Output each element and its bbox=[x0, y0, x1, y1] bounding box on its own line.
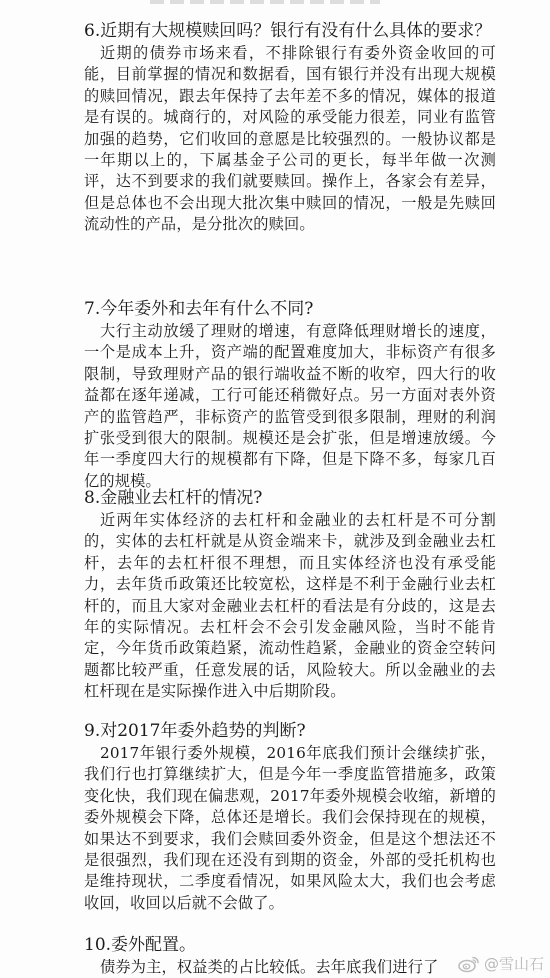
watermark-text: @雪山石 bbox=[483, 955, 544, 973]
section-10-heading: 10.委外配置。 bbox=[84, 935, 197, 955]
section-7 bbox=[84, 298, 496, 492]
weibo-icon bbox=[458, 955, 480, 973]
section-10-paragraph: 债券为主，权益类的占比较低。去年底我们进行了 bbox=[99, 958, 439, 976]
cropped-previous-line bbox=[150, 0, 380, 4]
section-8-heading: 8.金融业去杠杆的情况? bbox=[84, 488, 263, 508]
section-7-heading: 7.今年委外和去年有什么不同? bbox=[84, 299, 314, 319]
section-6-paragraph: 近期的债券市场来看，不排除银行有委外资金收回的可能，目前掌握的情况和数据看，国有银行并没有出现大规模的赎回情况，跟去年保持了去年差不多的情况，媒体的报道是有误的。城商行的，对风险的承受能力很差，同业有监管加强的趋势，它们收回的意愿是比较强烈的。一般协议都是一年期以上的，下属基金子公司的更长，每半年做一次测评，达不到要求的我们就要赎回。操作上，各家会有差异，但是总体也不会出现大批次集中赎回的情况，一般是先赎回流动性的产品，是分批次的赎回。 bbox=[84, 44, 496, 234]
section-7-paragraph: 大行主动放缓了理财的增速，有意降低理财增长的速度，一个是成本上升，资产端的配置难度加大，非标资产有很多限制，导致理财产品的银行端收益不断的收窄，四大行的收益都在逐年递减，工行可能还稍微好点。另一方面对表外资产的监管趋严，非标资产的监管受到很多限制，理财的利润扩张受到很大的限制。规模还是会扩张，但是增速放缓。今年一季度四大行的规模都有下降，但是下降不多，每家几百亿的规模。 bbox=[84, 322, 496, 490]
section-9-paragraph: 2017年银行委外规模，2016年底我们预计会继续扩张，我们行也打算继续扩大，但是今年一季度监管措施多，政策变化快，我们现在偏悲观，2017年委外规模会收缩，新增的委外规模会下降，总体还是增长。我们会保持现在的规模，如果达不到要求，我们会赎回委外资金，但是这个想法还不是很强烈，我们现在还没有到期的资金，外部的受托机构也是维持现状，二季度看情况，如果风险太大，我们也会考虑收回，收回以后就不会做了。 bbox=[84, 744, 496, 912]
section-10 bbox=[84, 934, 496, 978]
section-9-heading: 9.对2017年委外趋势的判断? bbox=[84, 721, 306, 741]
section-9 bbox=[84, 720, 496, 914]
section-6 bbox=[84, 20, 496, 236]
section-8 bbox=[84, 487, 496, 703]
section-8-paragraph: 近两年实体经济的去杠杆和金融业的去杠杆是不可分割的，实体的去杠杆就是从资金端来卡，就涉及到金融业去杠杆，去年的去杠杆很不理想，而且实体经济也没有承受能力，去年货币政策还比较宽松，这样是不利于金融行业去杠杆的，而且大家对金融业去杠杆的看法是有分歧的，这是去年的实际情况。去杠杆会不会引发金融风险，当时不能肯定，今年货币政策趋紧，流动性趋紧，金融业的资金空转问题都比较严重，任意发展的话，风险较大。所以金融业的去杠杆现在是实际操作进入中后期阶段。 bbox=[84, 511, 496, 701]
section-6-heading: 6.近期有大规模赎回吗？银行有没有什么具体的要求？ bbox=[84, 21, 492, 41]
weibo-watermark bbox=[458, 953, 544, 974]
